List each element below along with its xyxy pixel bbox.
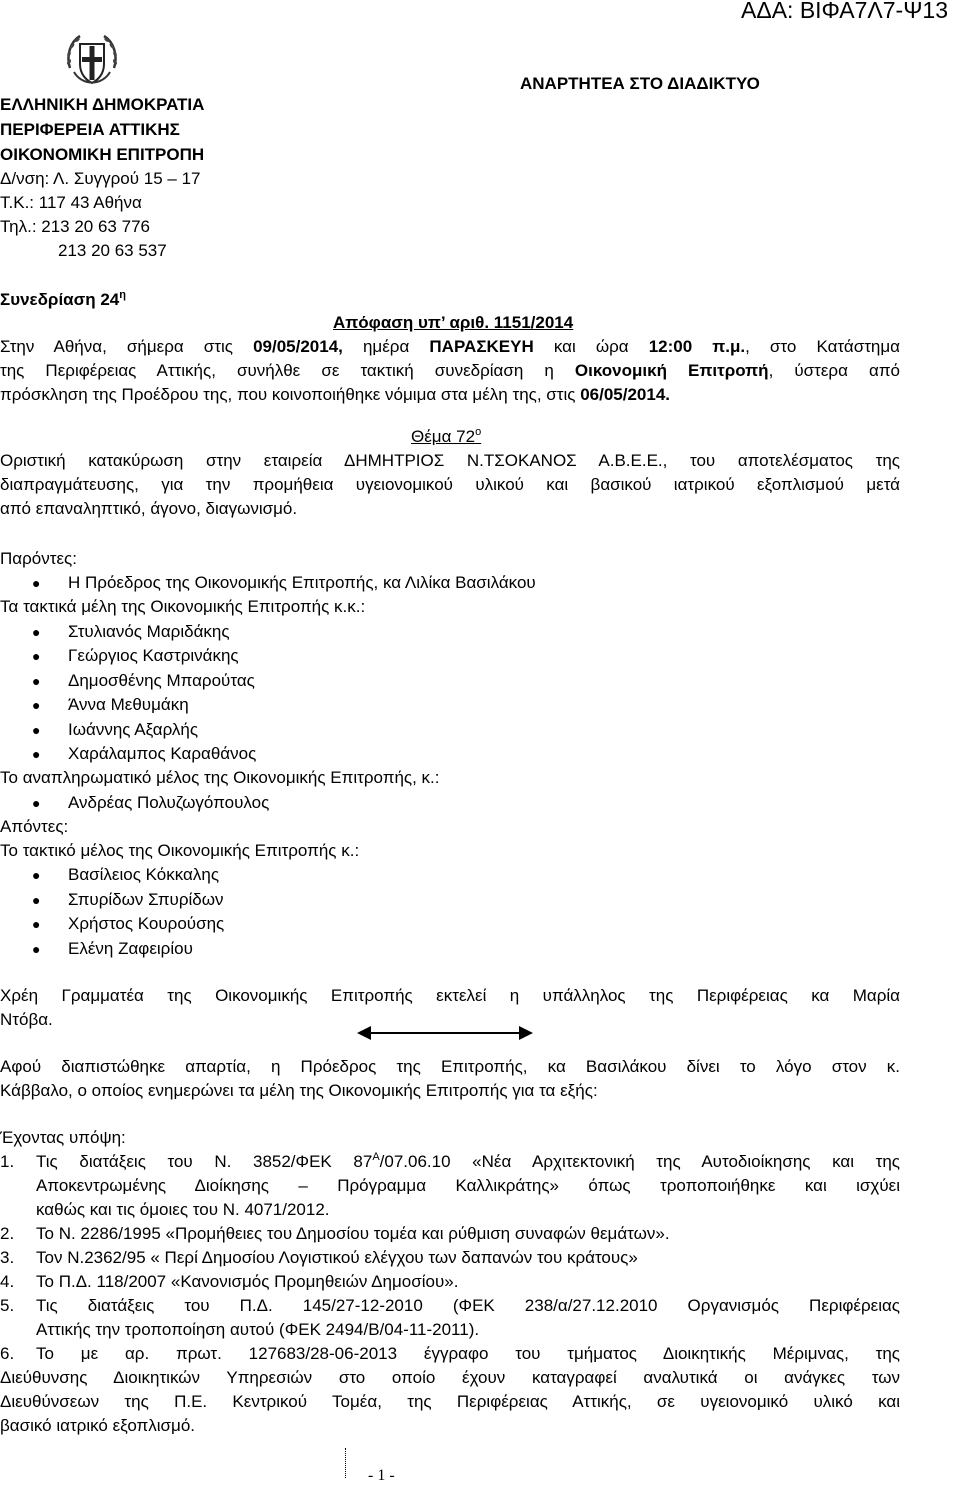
member-item: Άννα Μεθυμάκη	[68, 695, 189, 714]
member-item: Ελένη Ζαφειρίου	[68, 939, 193, 958]
posting-note: ΑΝΑΡΤΗΤΕΑ ΣΤΟ ΔΙΑΔΙΚΤΥΟ	[520, 74, 760, 93]
list-item-line: Το Ν. 2286/1995 «Προμήθειες του Δημοσίου τομέα και ρύθμιση συναφών θεμάτων».	[36, 1224, 670, 1243]
org-line: ΠΕΡΙΦΕΡΕΙΑ ΑΤΤΙΚΗΣ	[0, 120, 180, 139]
quorum-line-1: Αφού διαπιστώθηκε απαρτία, η Πρόεδρος της Επιτροπής, κα Βασιλάκου δίνει το λόγο στον κ.	[0, 1057, 900, 1076]
quorum-line-2: Κάββαλο, ο οποίος ενημερώνει τα μέλη της Οικονομικής Επιτροπής για τα εξής:	[0, 1081, 598, 1100]
list-number: 5.	[0, 1296, 15, 1315]
intro-line-1: Στην Αθήνα, σήμερα στις 09/05/2014, ημέρα ΠΑΡΑΣΚΕΥΗ και ώρα 12:00 π.μ., στο Κατάστημα	[0, 337, 900, 356]
page-number: - 1 -	[368, 1467, 395, 1484]
list-item-line: Διεύθυνσης Διοικητικών Υπηρεσιών στο οποίο έχουν καταγραφεί αναλυτικά οι ανάγκες των	[0, 1368, 900, 1387]
list-item-line: Αττικής την τροποποίηση αυτού (ΦΕΚ 2494/Β/04-11-2011).	[36, 1320, 480, 1339]
list-item-line: Τον Ν.2362/95 « Περί Δημοσίου Λογιστικού ελέγχου των δαπανών του κράτους»	[36, 1248, 638, 1267]
regular-members-label: Τα τακτικά μέλη της Οικονομικής Επιτροπής κ.κ.:	[0, 597, 366, 616]
bullet-icon: ●	[32, 648, 41, 664]
footer-rule	[345, 1448, 347, 1478]
absent-label: Απόντες:	[0, 817, 69, 836]
session-number: Συνεδρίαση $24^\eta$	[0, 289, 126, 309]
double-arrow-icon	[355, 1022, 535, 1044]
secretary-line-2: Ντόβα.	[0, 1010, 53, 1029]
bullet-icon: ●	[32, 575, 41, 591]
topic-line-2: διαπραγμάτευσης, για την προμήθεια υγειονομικού υλικού και βασικού ιατρικού εξοπλισμού μετά	[0, 475, 900, 494]
bullet-icon: ●	[32, 892, 41, 908]
intro-line-2: της Περιφέρειας Αττικής, συνήλθε σε τακτική συνεδρίαση η Οικονομική Επιτροπή, ύστερα από	[0, 361, 901, 380]
address-line: Τηλ.: 213 20 63 776	[0, 217, 150, 236]
list-number: 1.	[0, 1152, 15, 1171]
bullet-icon: ●	[32, 673, 41, 689]
bullet-icon: ●	[32, 916, 41, 932]
secretary-line-1: Χρέη Γραμματέα της Οικονομικής Επιτροπής εκτελεί η υπάλληλος της Περιφέρειας κα Μαρία	[0, 986, 900, 1005]
org-line: ΕΛΛΗΝΙΚΗ ΔΗΜΟΚΡΑΤΙΑ	[0, 95, 205, 114]
chair-member: Η Πρόεδρος της Οικονομικής Επιτροπής, κα Λιλίκα Βασιλάκου	[68, 573, 536, 592]
address-line: Τ.Κ.: 117 43 Αθήνα	[0, 193, 142, 212]
bullet-icon: ●	[32, 746, 41, 762]
decision-title: Απόφαση υπ’ αριθ. 1151/2014	[333, 313, 574, 332]
list-number: 2.	[0, 1224, 15, 1243]
topic-title: Θέμα $72^o$	[411, 426, 482, 446]
list-item-line: Τις διατάξεις του Ν. 3852/ΦΕΚ $87^A/07.06.10$ «Νέα Αρχιτεκτονική της Αυτοδιοίκησης και της	[36, 1151, 900, 1171]
bullet-icon: ●	[32, 722, 41, 738]
bullet-icon: ●	[32, 867, 41, 883]
ada-code: ΑΔΑ: ΒΙΦΑ7Λ7-Ψ13	[741, 0, 948, 23]
address-line: Δ/νση: Λ. Συγγρού 15 – 17	[0, 169, 201, 188]
list-number: 3.	[0, 1248, 15, 1267]
topic-line-3: από επαναληπτικό, άγονο, διαγωνισμό.	[0, 499, 298, 518]
list-item-line: Διευθύνσεων της Π.Ε. Κεντρικού Τομέα, της Περιφέρειας Αττικής, σε υγειονομικό υλικό και	[0, 1392, 900, 1411]
member-item: Γεώργιος Καστρινάκης	[68, 646, 239, 665]
bullet-icon: ●	[32, 624, 41, 640]
member-item: Χρήστος Κουρούσης	[68, 914, 225, 933]
absent-members-label: Το τακτικό μέλος της Οικονομικής Επιτροπής κ.:	[0, 841, 360, 860]
list-item-line: καθώς και τις όμοιες του Ν. 4071/2012.	[36, 1200, 330, 1219]
bullet-icon: ●	[32, 795, 41, 811]
member-item: Σπυρίδων Σπυρίδων	[68, 890, 224, 909]
list-item-line: βασικό ιατρικό εξοπλισμό.	[0, 1416, 196, 1435]
list-item-line: Αποκεντρωμένης Διοίκησης – Πρόγραμμα Καλλικράτης» όπως τροποποιήθηκε και ισχύει	[36, 1176, 900, 1195]
list-number: 4.	[0, 1272, 15, 1291]
member-item: Ιωάννης Αξαρλής	[68, 720, 199, 739]
member-item: Δημοσθένης Μπαρούτας	[68, 671, 255, 690]
list-item-line: Το με αρ. πρωτ. 127683/28-06-2013 έγγραφο του τμήματος Διοικητικής Μέριμνας, της	[36, 1344, 900, 1363]
bullet-icon: ●	[32, 941, 41, 957]
alternate-member-label: Το αναπληρωματικό μέλος της Οικονομικής Επιτροπής, κ.:	[0, 768, 440, 787]
list-number: 6.	[0, 1344, 15, 1363]
address-line: 213 20 63 537	[58, 241, 167, 260]
present-label: Παρόντες:	[0, 549, 77, 568]
greek-emblem-icon	[60, 28, 124, 92]
member-item: Στυλιανός Μαριδάκης	[68, 622, 230, 641]
member-item: Χαράλαμπος Καραθάνος	[68, 744, 257, 763]
considering-label: Έχοντας υπόψη:	[0, 1128, 126, 1147]
topic-line-1: Οριστική κατακύρωση στην εταιρεία ΔΗΜΗΤΡΙΟΣ Ν.ΤΣΟΚΑΝΟΣ Α.Β.Ε.Ε., του αποτελέσματος της	[0, 451, 900, 470]
org-line: ΟΙΚΟΝΟΜΙΚΗ ΕΠΙΤΡΟΠΗ	[0, 145, 205, 164]
intro-line-3: πρόσκληση της Προέδρου της, που κοινοποιήθηκε νόμιμα στα μέλη της, στις 06/05/2014.	[0, 385, 671, 404]
member-item: Ανδρέας Πολυζωγόπουλος	[68, 793, 270, 812]
member-item: Βασίλειος Κόκκαλης	[68, 865, 220, 884]
list-item-line: Τις διατάξεις του Π.Δ. 145/27-12-2010 (ΦΕΚ 238/α/27.12.2010 Οργανισμός Περιφέρειας	[36, 1296, 900, 1315]
bullet-icon: ●	[32, 697, 41, 713]
list-item-line: Το Π.Δ. 118/2007 «Κανονισμός Προμηθειών Δημοσίου».	[36, 1272, 459, 1291]
